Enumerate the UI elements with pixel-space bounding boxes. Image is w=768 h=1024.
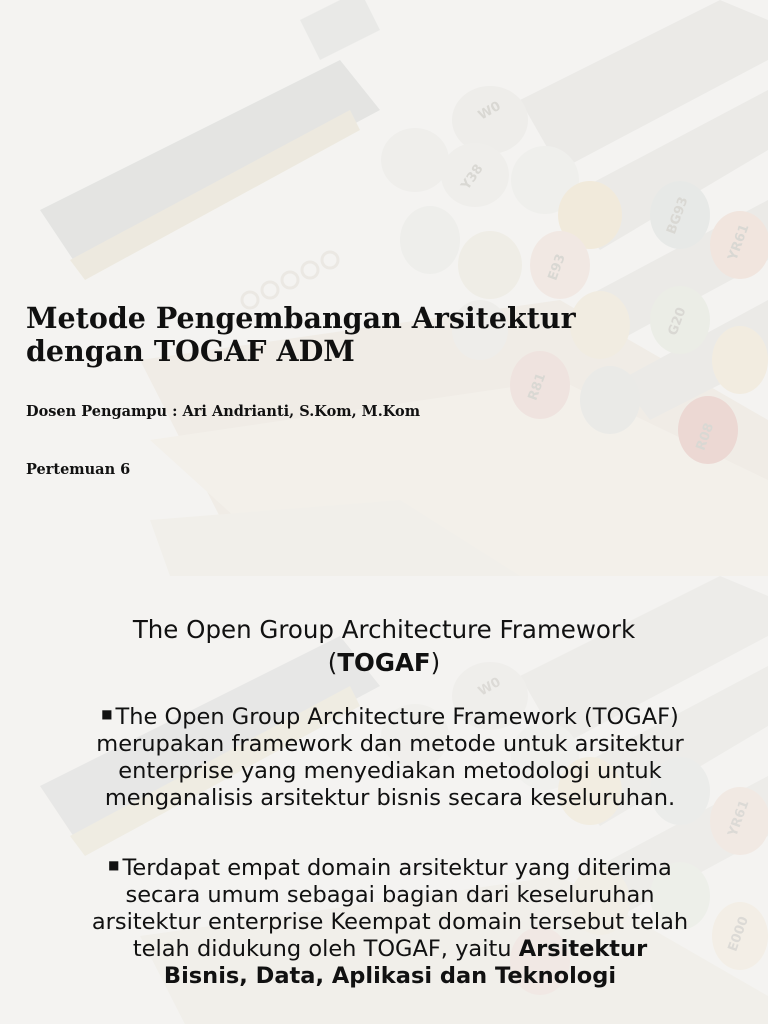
content-slide [0,576,768,1024]
bullet-line: secara umum sebagai bagian dari keseluruhan [125,882,655,908]
slide-title-line: The Open Group Architecture Framework [132,615,636,644]
meeting-label: Pertemuan 6 [26,461,131,478]
slide-title [26,302,726,368]
bullet-line: enterprise yang menyediakan metodologi untuk [118,758,662,784]
bullet-text: Terdapat empat domain arsitektur yang diterima [122,855,672,881]
bullet-bold-text: Arsitektur [518,936,648,962]
bullet-line: menganalisis arsitektur bisnis secara keseluruhan. [104,785,676,811]
bullet-line [40,852,740,882]
bullet-line [40,701,740,731]
bullet-text: telah didukung oleh TOGAF, yaitu [132,936,519,962]
paren-open: ( [327,648,338,677]
bullet-square-icon: ■ [101,707,113,721]
bullet-text: The Open Group Architecture Framework (TOGAF) [115,704,679,730]
slide-title-line: Metode Pengembangan Arsitektur [26,301,576,335]
bullet-item [40,701,740,812]
bullet-square-icon: ■ [108,858,120,872]
title-acronym: TOGAF [337,648,431,677]
bullet-line: arsitektur enterprise Keempat domain tersebut telah [91,909,689,935]
bullet-item [40,852,740,990]
slide-title [0,613,768,679]
bullet-line: merupakan framework dan metode untuk arsitektur [96,731,684,757]
slide-title-line [0,646,768,679]
lecturer-label: Dosen Pengampu : Ari Andrianti, S.Kom, M.Kom [26,403,421,420]
bullet-line [40,936,740,963]
paren-close: ) [430,648,441,677]
bullet-line: Bisnis, Data, Aplikasi dan Teknologi [163,963,617,989]
slide-title-line: dengan TOGAF ADM [26,334,355,368]
